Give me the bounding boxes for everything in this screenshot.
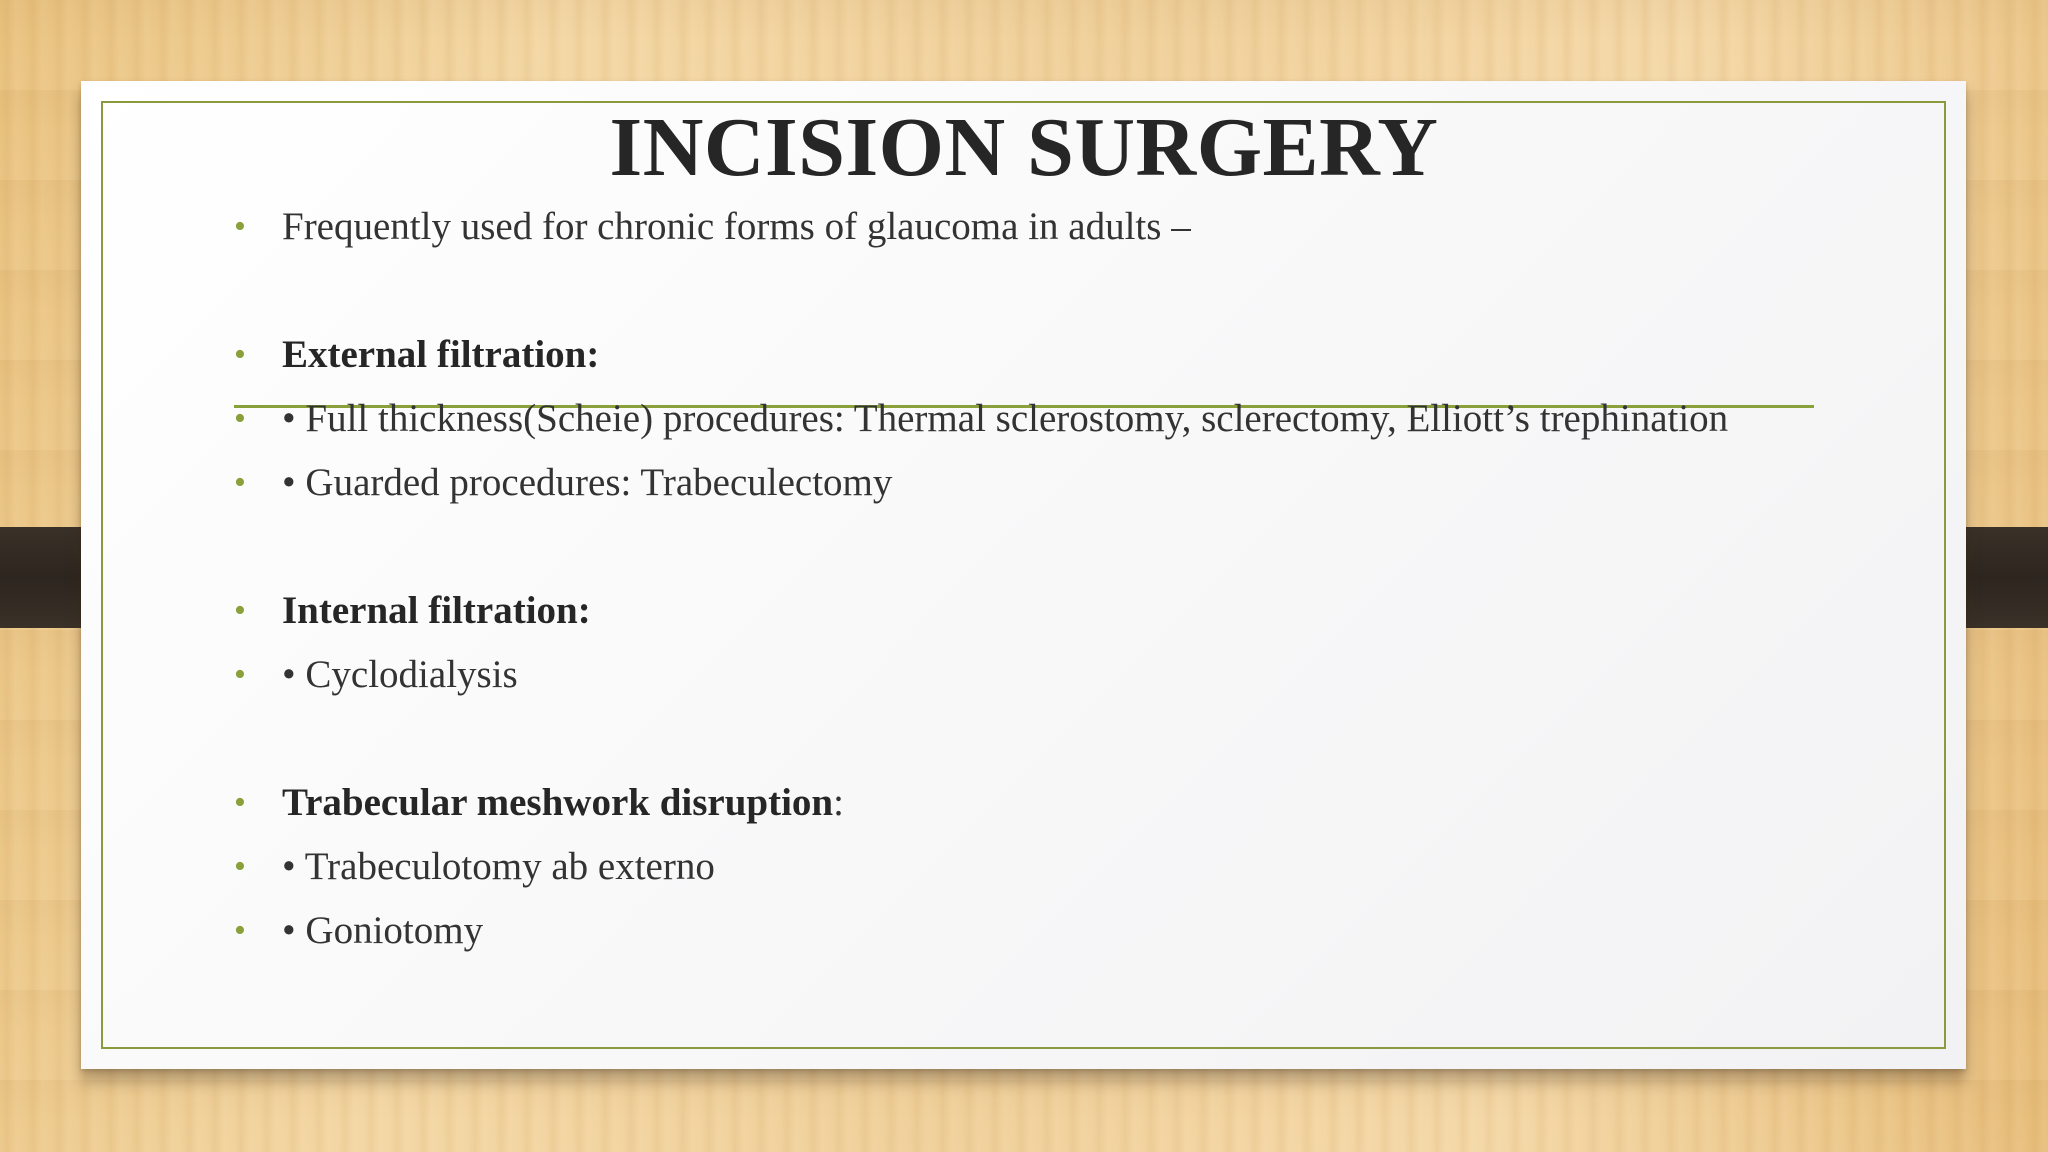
bullet-item-heading	[234, 326, 1854, 390]
bullet-item	[234, 902, 1854, 966]
bullet-text: • Trabeculotomy ab externo	[282, 845, 715, 888]
bullet-item-heading	[234, 582, 1854, 646]
bullet-text: • Guarded procedures: Trabeculectomy	[282, 461, 893, 504]
bullet-list	[234, 198, 1854, 966]
bullet-item	[234, 198, 1854, 262]
bullet-item	[234, 838, 1854, 902]
bullet-dot-icon: •	[234, 784, 246, 821]
bullet-heading-text: Internal filtration:	[282, 589, 591, 632]
bullet-text: • Cyclodialysis	[282, 653, 518, 696]
bullet-heading-text: External filtration:	[282, 333, 600, 376]
bullet-dot-icon: •	[234, 400, 246, 437]
bullet-item-heading	[234, 774, 1854, 838]
bullet-heading-suffix: :	[833, 781, 844, 824]
bullet-dot-icon: •	[234, 208, 246, 245]
bullet-item	[234, 390, 1854, 454]
bullet-dot-icon: •	[234, 464, 246, 501]
bullet-dot-icon: •	[234, 912, 246, 949]
bullet-text: • Goniotomy	[282, 909, 484, 952]
bullet-dot-icon: •	[234, 848, 246, 885]
bullet-dot-icon: •	[234, 656, 246, 693]
bullet-text: • Full thickness(Scheie) procedures: Thermal sclerostomy, sclerectomy, Elliott’s trephination	[282, 397, 1729, 440]
bullet-dot-icon: •	[234, 592, 246, 629]
bullet-heading-text: Trabecular meshwork disruption	[282, 781, 834, 824]
slide-title: INCISION SURGERY	[609, 101, 1439, 194]
bullet-text: Frequently used for chronic forms of glaucoma in adults –	[282, 205, 1191, 248]
bullet-dot-icon: •	[234, 336, 246, 373]
bullet-item	[234, 454, 1854, 518]
bullet-item	[234, 646, 1854, 710]
